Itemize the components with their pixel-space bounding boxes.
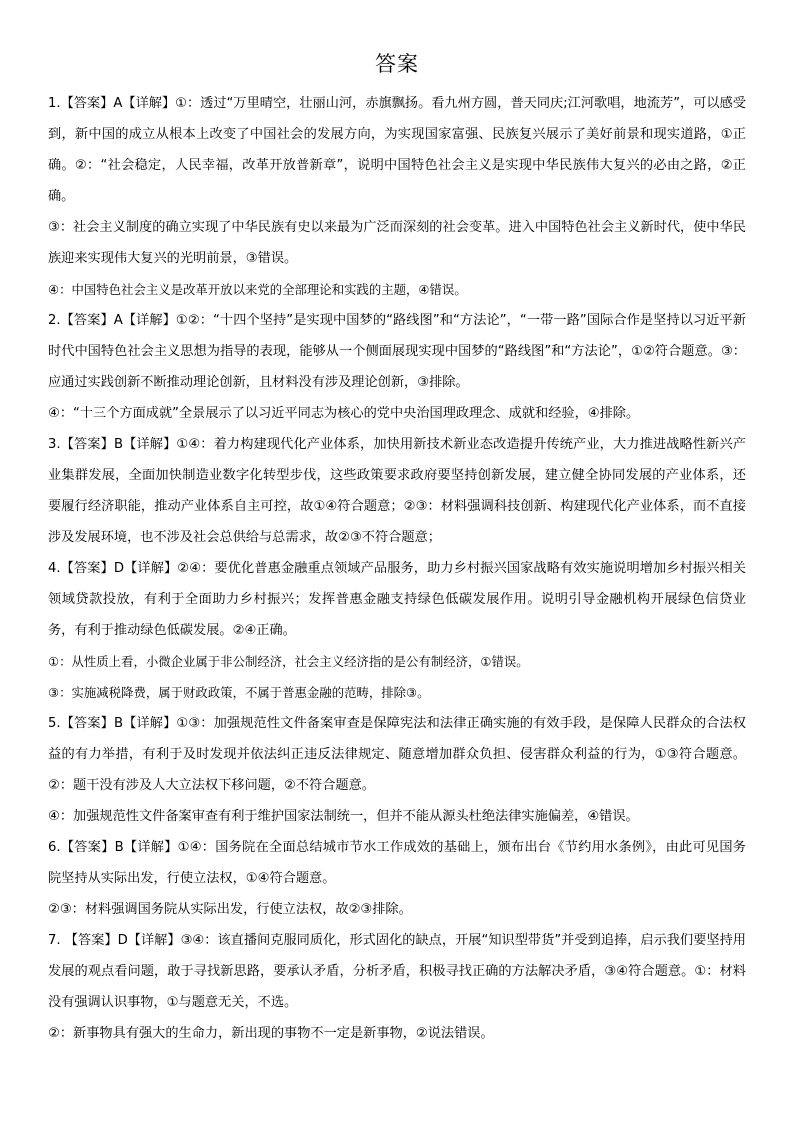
answer-6-paragraph: 6.【答案】B【详解】①④：国务院在全面总结城市节水工作成效的基础上，颁布出台《节约用水条例》，由此可见国务院坚持从实际出发，行使立法权，①④符合题意。 [48,840,746,886]
answer-4-paragraph: 4.【答案】D【详解】②④：要优化普惠金融重点领域产品服务，助力乡村振兴国家战略有效实施说明增加乡村振兴相关领域贷款投放，有利于全面助力乡村振兴；发挥普惠金融支持绿色低碳发展作用。说明引导金融机构开展绿色信贷业务，有利于推动绿色低碳发展。②④正确。 [48,561,746,638]
answer-7-note-2: ②：新事物具有强大的生命力，新出现的事物不一定是新事物，②说法错误。 [48,1026,494,1041]
answer-3-paragraph: 3.【答案】B【详解】①④：着力构建现代化产业体系，加快用新技术新业态改造提升传统产业，大力推进战略性新兴产业集群发展，全面加快制造业数字化转型步伐，这些政策要求政府要坚持创新发展，建立健全协同发展的产业体系，还要履行经济职能，推动产业体系自主可控，故①④符合题意；②③：材料强调科技创新、构建现代化产业体系，而不直接涉及发展环境，也不涉及社会总供给与总需求，故②③不符合题意； [48,437,746,545]
answer-1-note-4: ④：中国特色社会主义是改革开放以来党的全部理论和实践的主题，④错误。 [48,282,467,297]
answer-1-note-3: ③：社会主义制度的确立实现了中华民族有史以来最为广泛而深刻的社会变革。进入中国特色社会主义新时代，使中华民族迎来实现伟大复兴的光明前景，③错误。 [48,220,746,266]
answer-6-note-23: ②③：材料强调国务院从实际出发，行使立法权，故②③排除。 [48,902,412,917]
answer-7-paragraph: 7. 【答案】D【详解】③④：该直播间克服同质化，形式固化的缺点，开展“知识型带货”并受到追捧，启示我们要坚持用发展的观点看问题，敢于寻找新思路，要承认矛盾，分析矛盾，积极寻找正确的方法解决矛盾，③④符合题意。①：材料没有强调认识事物，①与题意无关，不选。 [48,933,746,1010]
answer-5-paragraph: 5.【答案】B【详解】①③：加强规范性文件备案审查是保障宪法和法律正确实施的有效手段，是保障人民群众的合法权益的有力举措，有利于及时发现并依法纠正违反法律规定、随意增加群众负担、侵害群众利益的行为，①③符合题意。②：题干没有涉及人大立法权下移问题，②不符合题意。 [48,716,746,793]
answer-1-paragraph: 1.【答案】A【详解】①：透过“万里晴空，壮丽山河，赤旗飘扬。看九州方圆，普天同庆;江河歌唱，地流芳”，可以感受到，新中国的成立从根本上改变了中国社会的发展方向，为实现国家富强、民族复兴展示了美好前景和现实道路，①正确。②：“社会稳定，人民幸福，改革开放普新章”，说明中国特色社会主义是实现中华民族伟大复兴的必由之路，②正确。 [48,96,746,204]
answer-2-paragraph: 2.【答案】A【详解】①②：“十四个坚持”是实现中国梦的“路线图”和“方法论”，“一带一路”国际合作是坚持以习近平新时代中国特色社会主义思想为指导的表现，能够从一个侧面展现实现中国梦的“路线图”和“方法论”，①②符合题意。③：应通过实践创新不断推动理论创新，且材料没有涉及理论创新，③排除。 [48,313,746,390]
answer-4-note-1: ①：从性质上看，小微企业属于非公制经济，社会主义经济指的是公有制经济，①错误。 [48,654,529,669]
answer-4-note-3: ③：实施减税降费，属于财政政策，不属于普惠金融的范畴，排除③。 [48,685,430,700]
page-title: 答案 [375,52,419,76]
answer-2-note-4: ④：“十三个方面成就”全景展示了以习近平同志为核心的党中央治国理政理念、成就和经验，④排除。 [48,406,640,421]
answer-5-note-4: ④：加强规范性文件备案审查有利于维护国家法制统一，但并不能从源头杜绝法律实施偏差，④错误。 [48,809,639,824]
